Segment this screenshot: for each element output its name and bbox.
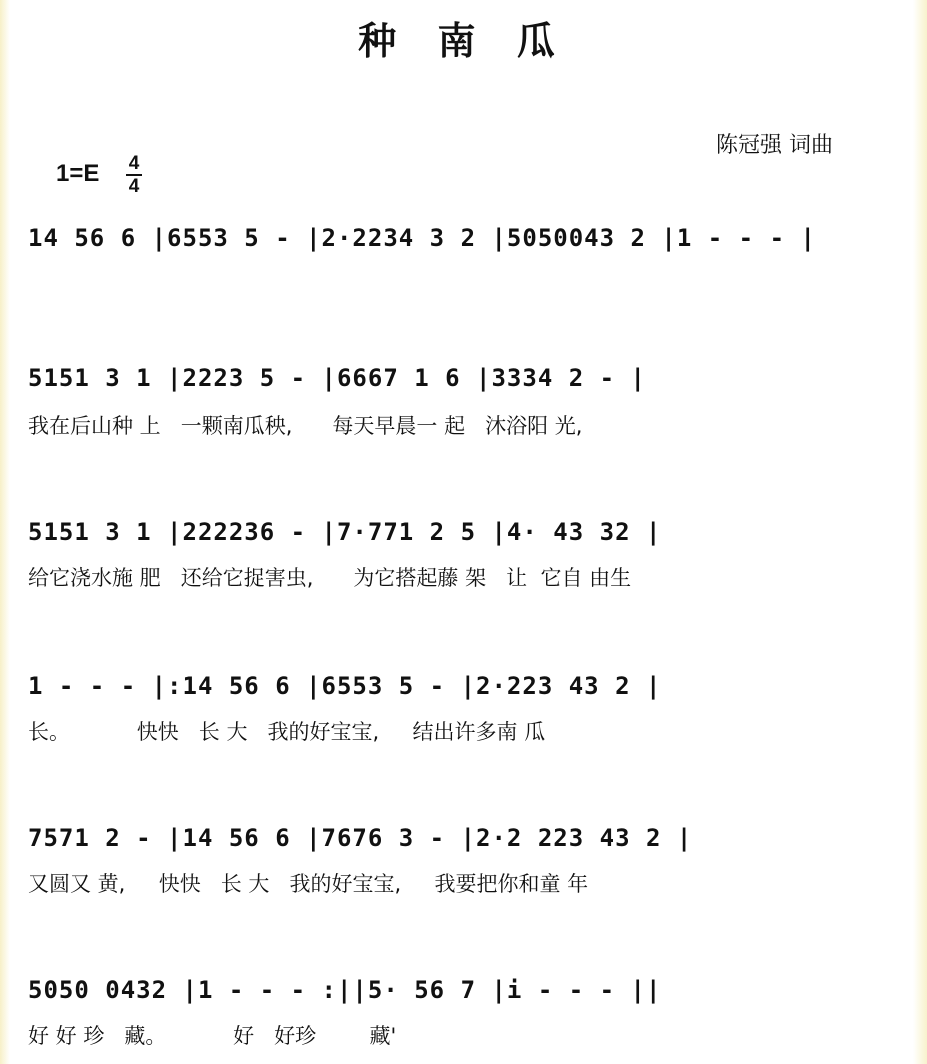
notation-line-1: 14 56 6 |6553 5 - |2·2234 3 2 |5050043 2 |1 - - - | [28,224,816,252]
composer-credit: 陈冠强 词曲 [716,133,833,158]
time-signature [126,154,142,196]
page-edge-tint [0,0,10,1064]
notation-line-4: 1 - - - |:14 56 6 |6553 5 - |2·223 43 2 | [28,672,662,700]
notation-line-5: 7571 2 - |14 56 6 |7676 3 - |2·2 223 43 2 | [28,824,693,852]
notation-line-2: 5151 3 1 |2223 5 - |6667 1 6 |3334 2 - | [28,364,646,392]
lyrics-line-5: 又圆又 黄, 快快 长 大 我的好宝宝, 我要把你和童 年 [28,872,589,896]
lyrics-line-6: 好 好 珍 藏。 好 好珍 藏' [28,1024,397,1048]
lyrics-line-4: 长。 快快 长 大 我的好宝宝, 结出许多南 瓜 [28,720,546,744]
notation-line-3: 5151 3 1 |222236 - |7·771 2 5 |4· 43 32 | [28,518,662,546]
lyrics-line-3: 给它浇水施 肥 还给它捉害虫, 为它搭起藤 架 让 它自 由生 [28,566,632,590]
song-title: 种 南 瓜 [358,18,569,63]
meter-top: 4 [128,153,140,174]
page-edge-tint-right [913,0,927,1064]
notation-line-6: 5050 0432 |1 - - - :||5· 56 7 |i - - - || [28,976,662,1004]
meter-bottom: 4 [128,176,140,197]
lyrics-line-2: 我在后山种 上 一颗南瓜秧, 每天早晨一 起 沐浴阳 光, [28,414,583,438]
key-signature: 1=E [56,160,100,187]
